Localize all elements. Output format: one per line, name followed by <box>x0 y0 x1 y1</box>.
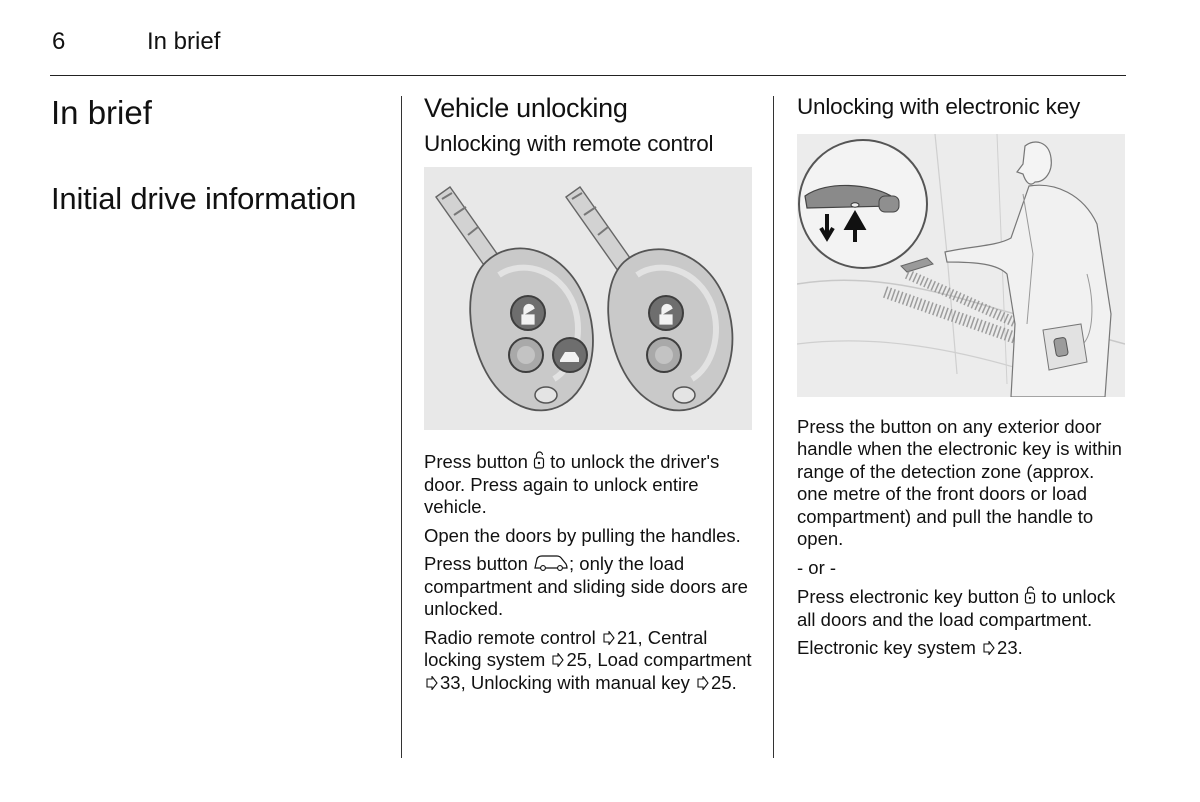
electronic-key-drawing <box>797 134 1125 397</box>
page-number: 6 <box>52 28 66 55</box>
section-title: Initial drive information <box>51 181 357 216</box>
reference-text: Electronic key system <box>797 637 976 658</box>
electronic-key-illustration <box>797 134 1125 397</box>
column-divider-right <box>773 96 774 758</box>
unlock-padlock-icon <box>533 450 545 470</box>
reference-text[interactable]: 25, Load compartment <box>566 649 752 670</box>
remote-control-subheading: Unlocking with remote control <box>424 130 714 156</box>
paragraph-unlock-driver-door <box>424 450 760 519</box>
paragraph-or: - or - <box>797 556 837 578</box>
chapter-title: In brief <box>51 94 152 131</box>
door-handle-detail-inset <box>799 140 927 268</box>
remote-keys-drawing <box>424 167 752 430</box>
van-icon <box>533 554 569 572</box>
reference-arrow-icon <box>552 653 564 667</box>
paragraph-load-compartment <box>424 553 760 621</box>
paragraph-text: to unlock the driver's door. Press again to unlock entire vehicle. <box>424 451 720 517</box>
paragraph-ekey-reference <box>797 637 1127 660</box>
paragraph-text: to unlock all doors and the load compartment. <box>797 586 1116 630</box>
paragraph-press-handle: Press the button on any exterior door handle when the electronic key is within range of the detection zone (approx. one metre of the front doors or load compartment) and pull the handle to open. <box>797 415 1122 549</box>
reference-arrow-icon <box>603 631 615 645</box>
paragraph-text: Press button <box>424 451 528 472</box>
remote-keys-illustration <box>424 167 752 430</box>
paragraph-press-ekey <box>797 585 1127 631</box>
electronic-key-heading: Unlocking with electronic key <box>797 94 1081 119</box>
paragraph-text: Press electronic key button <box>797 586 1020 607</box>
paragraph-text: Press button <box>424 553 528 574</box>
unlock-padlock-icon <box>1024 585 1036 605</box>
middle-column <box>424 93 760 694</box>
reference-text: Radio remote control <box>424 626 596 648</box>
paragraph-open-doors: Open the doors by pulling the handles. <box>424 524 741 546</box>
reference-text[interactable]: 21, Central locking system <box>424 626 708 670</box>
reference-arrow-icon <box>697 676 709 690</box>
vehicle-unlocking-heading: Vehicle unlocking <box>424 93 628 123</box>
header-divider <box>50 75 1126 76</box>
reference-arrow-icon <box>983 641 995 655</box>
column-divider-left <box>401 96 402 758</box>
running-title: In brief <box>147 28 221 55</box>
paragraph-references <box>424 627 760 695</box>
reference-text[interactable]: 33, Unlocking with manual key <box>440 671 690 693</box>
reference-text[interactable]: 25. <box>711 671 737 693</box>
paragraph-text: ; only the load compartment and sliding side doors are unlocked. <box>424 553 748 619</box>
right-column <box>797 96 1127 660</box>
reference-arrow-icon <box>426 676 438 690</box>
reference-text[interactable]: 23. <box>997 637 1023 658</box>
